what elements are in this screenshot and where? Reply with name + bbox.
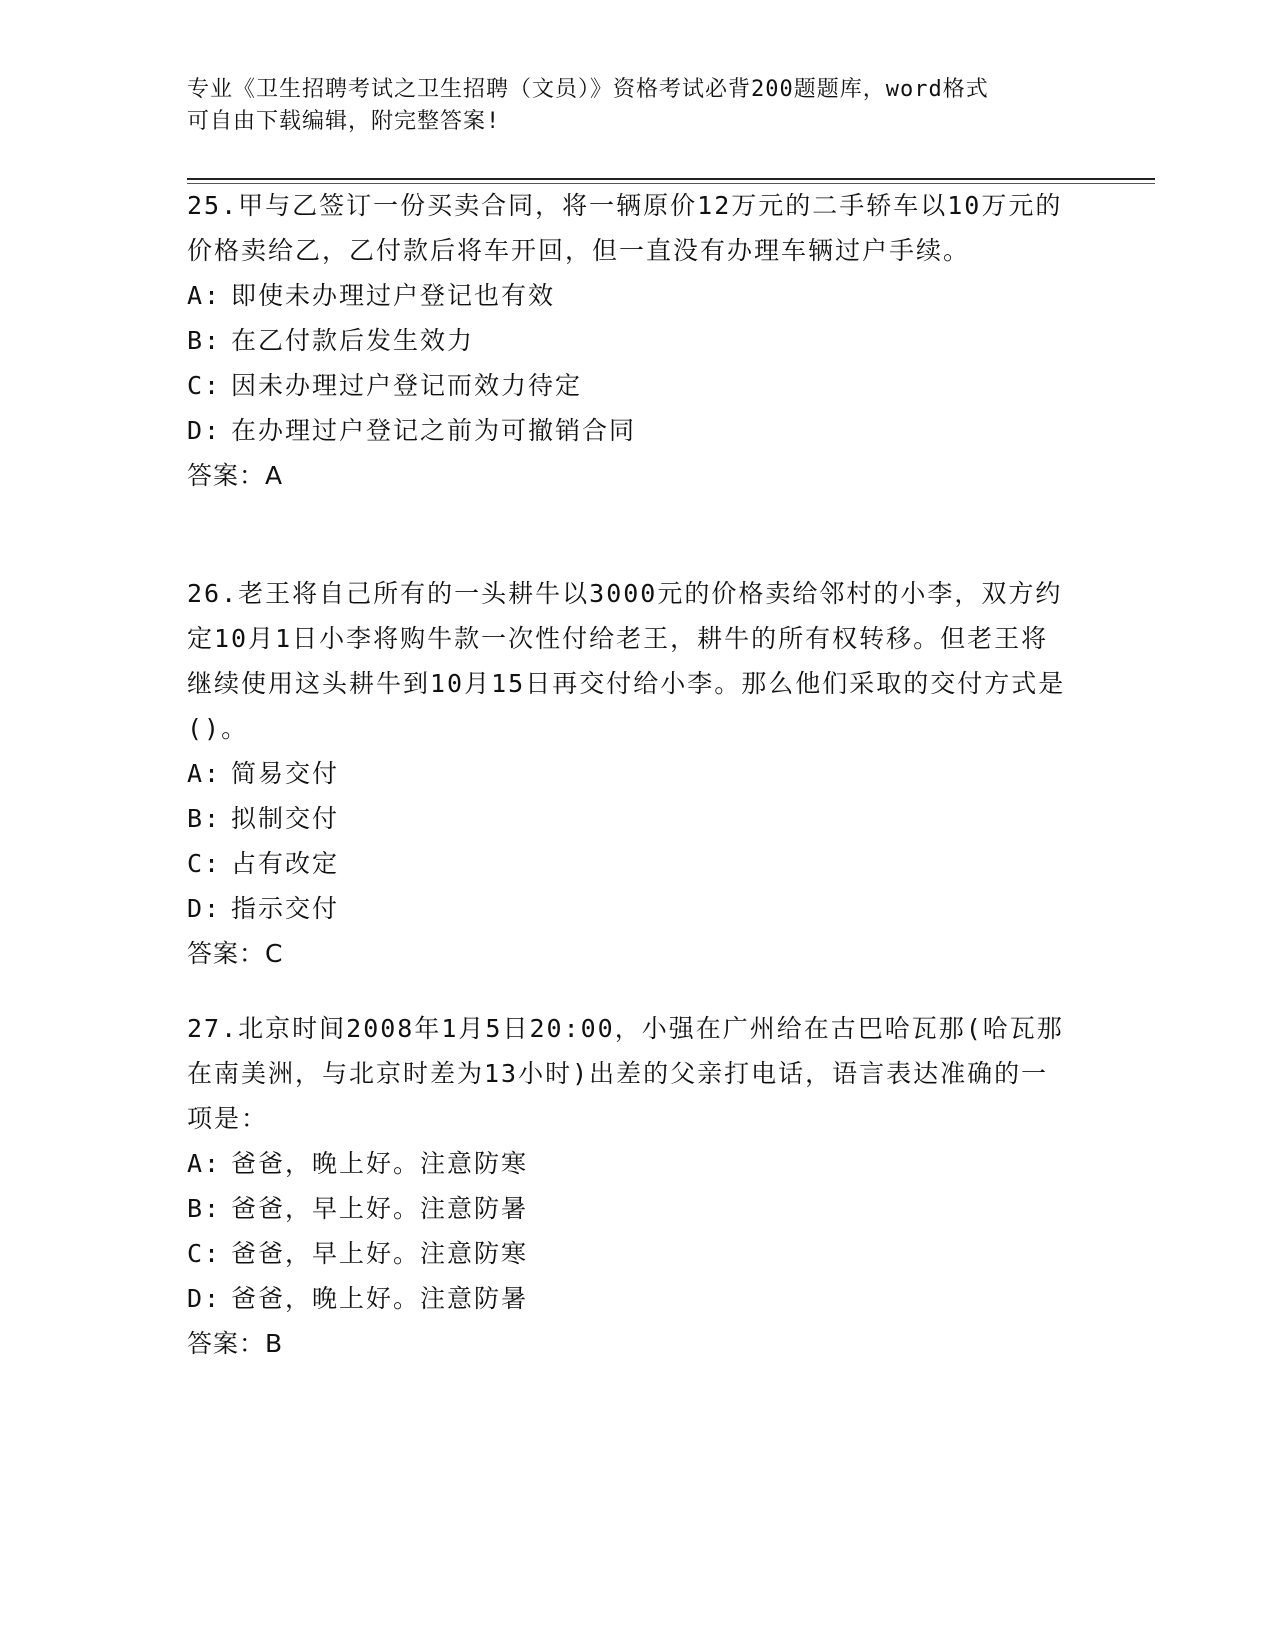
option-text: 指示交付 [231,894,340,923]
option-letter: D: [187,894,222,923]
option-letter: B: [187,1194,222,1223]
document-header [187,74,1067,138]
option-a [187,273,1067,318]
option-letter: A: [187,759,222,788]
header-divider-thick [187,178,1155,180]
option-text: 爸爸，晚上好。注意防暑 [231,1284,529,1313]
option-text: 爸爸，早上好。注意防暑 [231,1194,529,1223]
option-text: 简易交付 [231,759,340,788]
option-d [187,408,1067,453]
question-stem: 26.老王将自己所有的一头耕牛以3000元的价格卖给邻村的小李，双方约定10月1日小李将购牛款一次性付给老王，耕牛的所有权转移。但老王将继续使用这头耕牛到10月15日再交付给小李。那么他们采取的交付方式是()。 [187,579,1066,743]
header-line-2: 可自由下载编辑，附完整答案! [187,109,501,134]
option-a [187,1141,1067,1186]
option-text: 在办理过户登记之前为可撤销合同 [231,416,637,445]
option-letter: B: [187,804,222,833]
option-letter: D: [187,416,222,445]
question-stem: 25.甲与乙签订一份买卖合同，将一辆原价12万元的二手轿车以10万元的价格卖给乙，乙付款后将车开回，但一直没有办理车辆过户手续。 [187,191,1063,265]
option-d [187,1276,1067,1321]
option-b [187,1186,1067,1231]
option-letter: A: [187,1149,222,1178]
answer-label: 答案：A [187,461,284,490]
header-line-1: 专业《卫生招聘考试之卫生招聘（文员）》资格考试必背200题题库，word格式 [187,77,989,102]
option-b [187,318,1067,363]
option-text: 爸爸，晚上好。注意防寒 [231,1149,529,1178]
option-letter: C: [187,371,222,400]
answer-label: 答案：B [187,1329,284,1358]
option-letter: C: [187,1239,222,1268]
question-25 [187,183,1067,499]
question-27 [187,1006,1067,1367]
option-text: 拟制交付 [231,804,340,833]
option-text: 爸爸，早上好。注意防寒 [231,1239,529,1268]
option-letter: D: [187,1284,222,1313]
option-letter: A: [187,281,222,310]
option-text: 因未办理过户登记而效力待定 [231,371,583,400]
option-letter: C: [187,849,222,878]
option-a [187,751,1067,796]
option-c [187,363,1067,408]
answer-label: 答案：C [187,939,284,968]
option-letter: B: [187,326,222,355]
option-b [187,796,1067,841]
option-c [187,1231,1067,1276]
question-26 [187,571,1067,977]
question-stem: 27.北京时间2008年1月5日20:00，小强在广州给在古巴哈瓦那(哈瓦那在南美洲，与北京时差为13小时)出差的父亲打电话，语言表达准确的一项是： [187,1014,1064,1133]
option-text: 占有改定 [231,849,340,878]
option-c [187,841,1067,886]
option-text: 在乙付款后发生效力 [231,326,475,355]
option-d [187,886,1067,931]
option-text: 即使未办理过户登记也有效 [231,281,556,310]
